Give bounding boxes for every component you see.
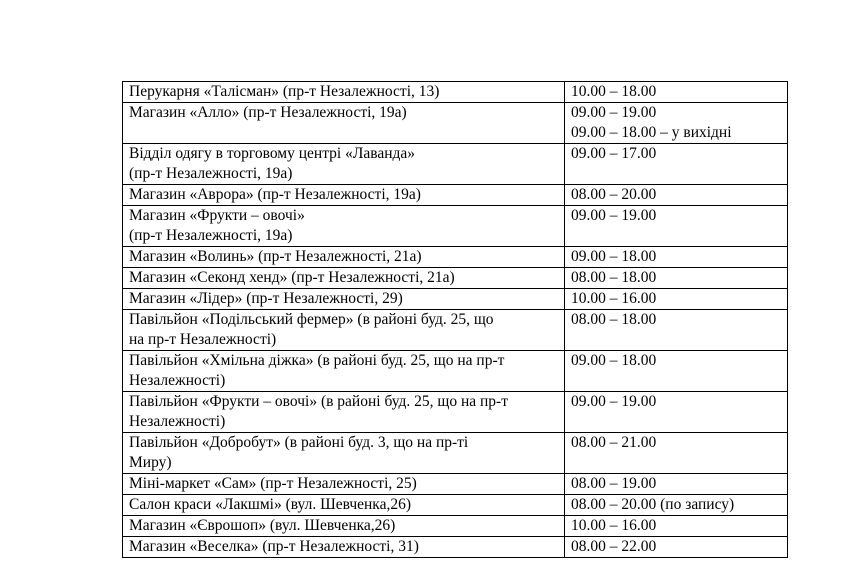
table-row <box>123 310 788 351</box>
hours-cell: 10.00 – 16.00 <box>565 516 788 537</box>
table-row <box>123 516 788 537</box>
table-row <box>123 103 788 144</box>
place-cell: Перукарня «Талісман» (пр-т Незалежності, 13) <box>123 82 565 103</box>
place-cell: Павільйон «Фрукти – овочі» (в районі буд. 25, що на пр-т Незалежності) <box>123 392 565 433</box>
place-cell: Магазин «Фрукти – овочі» (пр-т Незалежності, 19а) <box>123 206 565 247</box>
place-cell: Магазин «Секонд хенд» (пр-т Незалежності, 21а) <box>123 268 565 289</box>
place-cell: Магазин «Аврора» (пр-т Незалежності, 19а) <box>123 185 565 206</box>
hours-cell: 08.00 – 20.00 (по запису) <box>565 495 788 516</box>
place-cell: Павільйон «Хмільна діжка» (в районі буд. 25, що на пр-т Незалежності) <box>123 351 565 392</box>
table-row <box>123 206 788 247</box>
table-row <box>123 474 788 495</box>
table-row <box>123 537 788 558</box>
place-cell: Магазин «Волинь» (пр-т Незалежності, 21а) <box>123 247 565 268</box>
table-row <box>123 495 788 516</box>
table-row <box>123 144 788 185</box>
table-row <box>123 351 788 392</box>
place-cell: Павільйон «Добробут» (в районі буд. 3, що на пр-ті Миру) <box>123 433 565 474</box>
hours-cell: 09.00 – 19.00 09.00 – 18.00 – у вихідні <box>565 103 788 144</box>
hours-cell: 09.00 – 17.00 <box>565 144 788 185</box>
hours-cell: 08.00 – 22.00 <box>565 537 788 558</box>
hours-cell: 08.00 – 18.00 <box>565 268 788 289</box>
place-cell: Магазин «Єврошоп» (вул. Шевченка,26) <box>123 516 565 537</box>
hours-cell: 10.00 – 16.00 <box>565 289 788 310</box>
hours-cell: 08.00 – 19.00 <box>565 474 788 495</box>
place-cell: Салон краси «Лакшмі» (вул. Шевченка,26) <box>123 495 565 516</box>
hours-cell: 08.00 – 18.00 <box>565 310 788 351</box>
table-row <box>123 185 788 206</box>
hours-cell: 09.00 – 18.00 <box>565 351 788 392</box>
table-row <box>123 289 788 310</box>
table-row <box>123 268 788 289</box>
table-row <box>123 433 788 474</box>
place-cell: Павільйон «Подільський фермер» (в районі буд. 25, що на пр-т Незалежності) <box>123 310 565 351</box>
hours-cell: 10.00 – 18.00 <box>565 82 788 103</box>
place-cell: Відділ одягу в торговому центрі «Лаванда» (пр-т Незалежності, 19а) <box>123 144 565 185</box>
hours-cell: 08.00 – 21.00 <box>565 433 788 474</box>
place-cell: Магазин «Веселка» (пр-т Незалежності, 31) <box>123 537 565 558</box>
table-row <box>123 392 788 433</box>
place-cell: Магазин «Алло» (пр-т Незалежності, 19а) <box>123 103 565 144</box>
hours-cell: 09.00 – 19.00 <box>565 206 788 247</box>
place-cell: Магазин «Лідер» (пр-т Незалежності, 29) <box>123 289 565 310</box>
hours-cell: 09.00 – 19.00 <box>565 392 788 433</box>
hours-cell: 08.00 – 20.00 <box>565 185 788 206</box>
table-row <box>123 247 788 268</box>
place-cell: Міні-маркет «Сам» (пр-т Незалежності, 25) <box>123 474 565 495</box>
table-row <box>123 82 788 103</box>
hours-cell: 09.00 – 18.00 <box>565 247 788 268</box>
schedule-table <box>122 81 788 558</box>
